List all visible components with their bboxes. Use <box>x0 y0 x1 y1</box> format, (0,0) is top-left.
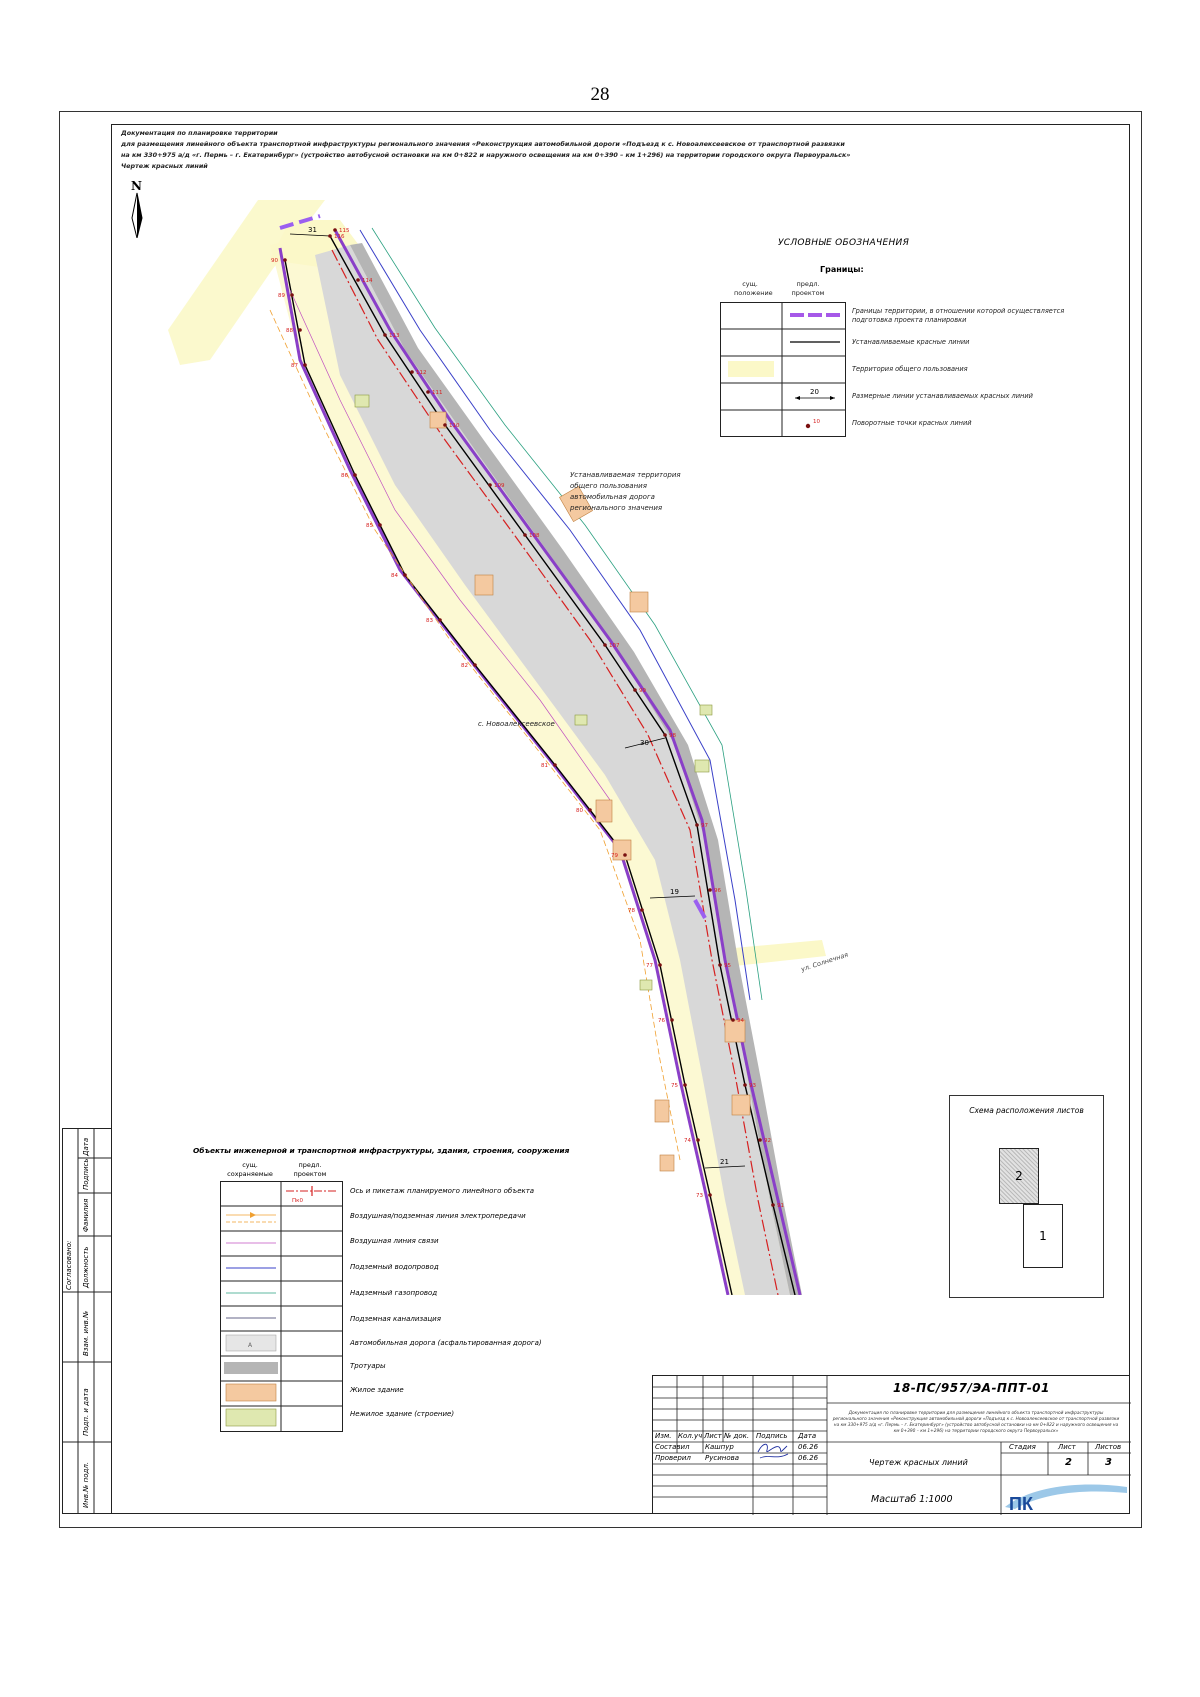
turning-point <box>356 278 360 282</box>
stamp-name-1: Кашпур <box>705 1443 734 1451</box>
logo-text: ПК <box>1009 1494 1033 1513</box>
turning-point-label: 112 <box>416 370 427 376</box>
header-line-2: для размещения линейного объекта транспортной инфраструктуры регионального значения «Реконструкция автомобильной дороги «Подъезд к с. Новоалексеевское от транспортной развязки <box>121 140 845 148</box>
dim-30: 30 <box>640 739 649 747</box>
stamp-description: Документация по планировке территории для размещения линейного объекта транспортной инфраструктуры регионального значения «Реконструкция автомобильной дороги «Подъезд к с. Новоалексеевское от транспортной развязки на км 330+975 а/д «г. Пермь – г. Екатеринбург» (устройство автобусной остановки на км 0+822 и наружного освещения на км 0+390 – км 1+296) на территории городского округа Первоуральск» <box>832 1411 1120 1434</box>
turning-point <box>731 1018 735 1022</box>
turning-point <box>718 963 722 967</box>
turning-point <box>588 808 592 812</box>
turning-point-label: 94 <box>737 1018 744 1024</box>
header-line-1: Документация по планировке территории <box>121 129 278 137</box>
sidebar-label-signature: Подпись <box>82 1158 90 1190</box>
left-sidebar <box>62 1128 112 1514</box>
turning-point <box>743 1083 747 1087</box>
dim-21: 21 <box>720 1158 729 1166</box>
stamp-col-doc: № док. <box>724 1432 750 1440</box>
stamp-date-2: 06.26 <box>798 1454 819 1462</box>
turning-point-label: 93 <box>749 1083 756 1089</box>
legend-title: УСЛОВНЫЕ ОБОЗНАЧЕНИЯ <box>778 238 910 248</box>
stamp-sheet-label: Лист <box>1058 1443 1076 1451</box>
bl-row-10: Нежилое здание (строение) <box>350 1410 455 1418</box>
stamp-code: 18-ПС/957/ЭА-ППТ-01 <box>893 1381 1050 1395</box>
bl-row-6: Подземная канализация <box>350 1315 441 1323</box>
stamp-name-2: Русинова <box>705 1454 740 1462</box>
street-label: ул. Солнечная <box>799 950 850 974</box>
bl-row-9: Жилое здание <box>350 1386 404 1394</box>
page-number: 28 <box>590 84 610 105</box>
scheme-title: Схема расположения листов <box>969 1106 1084 1115</box>
legend-row-5: Поворотные точки красных линий <box>852 419 972 427</box>
territory-callout <box>570 470 681 514</box>
turning-point-label: 78 <box>628 908 635 914</box>
sidebar-agreed: Согласовано: <box>65 1240 73 1290</box>
scheme-sheet-1: 1 <box>1023 1204 1063 1268</box>
turning-point-label: 109 <box>494 483 505 489</box>
turning-point-label: 96 <box>714 888 721 894</box>
turning-point-label: 107 <box>609 643 620 649</box>
turning-point <box>426 390 430 394</box>
turning-point-label: 82 <box>461 663 468 669</box>
sidebar-inv: Взам. инв.№ <box>82 1310 90 1356</box>
turning-point-label: 110 <box>449 423 460 429</box>
turning-point <box>333 228 337 232</box>
company-logo <box>1003 1479 1129 1513</box>
bl-row-5: Надземный газопровод <box>350 1289 438 1297</box>
bl-row-7: Автомобильная дорога (асфальтированная дорога) <box>350 1339 542 1347</box>
legend-point-value: 10 <box>813 419 820 425</box>
turning-point <box>403 573 407 577</box>
north-arrow <box>126 178 148 242</box>
turning-point <box>658 963 662 967</box>
bl-pk-label: Пк0 <box>292 1198 303 1204</box>
turning-point-label: 108 <box>529 533 540 539</box>
turning-point <box>640 908 644 912</box>
sidebar-inv-orig: Инв.№ подл. <box>82 1461 90 1508</box>
scheme-sheet-2: 2 <box>999 1148 1039 1204</box>
turning-point-label: 77 <box>646 963 653 969</box>
turning-point <box>553 763 557 767</box>
dim-19: 19 <box>670 888 679 896</box>
turning-point-label: 75 <box>671 1083 678 1089</box>
bl-col-existing: сущ. сохраняемые <box>227 1161 273 1178</box>
turning-point <box>473 663 477 667</box>
stamp-col-izm: Изм. <box>655 1432 672 1440</box>
turning-point <box>708 888 712 892</box>
stamp-sheets-label: Листов <box>1095 1443 1122 1451</box>
header-line-4: Чертеж красных линий <box>121 162 208 170</box>
title-block <box>652 1375 1130 1514</box>
turning-point-label: 89 <box>278 293 285 299</box>
turning-point <box>708 1193 712 1197</box>
turning-point <box>758 1138 762 1142</box>
turning-point-label: 79 <box>611 853 618 859</box>
legend-col-existing: сущ. положение <box>734 280 773 297</box>
turning-point <box>603 643 607 647</box>
turning-point-label: 91 <box>777 1203 784 1209</box>
bl-row-1: Ось и пикетаж планируемого линейного объекта <box>350 1187 535 1195</box>
legend-row-4: Размерные линии устанавливаемых красных линий <box>852 392 1033 400</box>
turning-point <box>383 333 387 337</box>
stamp-role-2: Проверил <box>655 1454 691 1462</box>
turning-point <box>663 733 667 737</box>
sidebar-label-name: Фамилия <box>82 1198 90 1232</box>
turning-point <box>771 1203 775 1207</box>
stamp-scale: Масштаб 1:1000 <box>871 1494 953 1505</box>
dim-31: 31 <box>308 226 317 234</box>
turning-point <box>695 823 699 827</box>
turning-point-label: 90 <box>271 258 278 264</box>
turning-point-label: 87 <box>291 363 298 369</box>
stamp-col-date: Дата <box>798 1432 817 1440</box>
sheet-layout-scheme <box>949 1095 1104 1298</box>
header-line-3: на км 330+975 а/д «г. Пермь – г. Екатеринбург» (устройство автобусной остановки на км 0+822 и наружного освещения на км 0+390 – км 1+296) на территории городского округа Первоуральск» <box>121 151 851 159</box>
stamp-col-list: Лист <box>704 1432 722 1440</box>
turning-point <box>298 328 302 332</box>
stamp-col-kolvo: Кол.уч <box>678 1432 703 1440</box>
turning-point <box>633 688 637 692</box>
callout-line-3: автомобильная дорога <box>570 493 655 501</box>
document-header <box>121 128 881 172</box>
turning-point-label: 113 <box>389 333 400 339</box>
stamp-role-1: Составил <box>655 1443 690 1451</box>
turning-point-label: 88 <box>286 328 293 334</box>
turning-point-label: 86 <box>341 473 348 479</box>
turning-point <box>683 1083 687 1087</box>
sidebar-sign-date: Подп. и дата <box>82 1388 90 1436</box>
bl-row-3: Воздушная линия связи <box>350 1237 439 1245</box>
stamp-drawing-name: Чертеж красных линий <box>869 1458 968 1467</box>
turning-point-label: 74 <box>684 1138 691 1144</box>
turning-point <box>290 293 294 297</box>
stamp-col-signature: Подпись <box>756 1432 788 1440</box>
turning-point <box>523 533 527 537</box>
sidebar-label-date: Дата <box>82 1137 90 1156</box>
callout-line-4: регионального значения <box>570 504 663 512</box>
callout-line-1: Устанавливаемая территория <box>570 471 681 479</box>
turning-point <box>438 618 442 622</box>
turning-point <box>378 523 382 527</box>
infrastructure-legend-title: Объекты инженерной и транспортной инфраструктуры, здания, строения, сооружения <box>193 1146 570 1155</box>
turning-point <box>410 370 414 374</box>
bl-row-4: Подземный водопровод <box>350 1263 439 1271</box>
legend-dim-value: 20 <box>810 388 819 396</box>
turning-point-label: 98 <box>669 733 676 739</box>
callout-line-2: общего пользования <box>570 482 647 490</box>
legend-row-1: Границы территории, в отношении которой осуществляется подготовка проекта планировки <box>852 307 1065 324</box>
turning-point <box>488 483 492 487</box>
turning-point-label: 84 <box>391 573 398 579</box>
turning-point-label: 95 <box>724 963 731 969</box>
stamp-sheets-value: 3 <box>1105 1457 1112 1468</box>
legend-subtitle: Границы: <box>820 265 864 274</box>
stamp-stage-label: Стадия <box>1009 1443 1036 1451</box>
bl-col-proposed: предл. проектом <box>293 1161 327 1178</box>
signature-1 <box>755 1438 791 1462</box>
turning-point <box>443 423 447 427</box>
turning-point-label: 99 <box>639 688 646 694</box>
turning-point-label: 83 <box>426 618 433 624</box>
legend-row-3: Территория общего пользования <box>852 365 968 373</box>
turning-point <box>328 234 332 238</box>
turning-point-label: 81 <box>541 763 548 769</box>
turning-point-label: 116 <box>334 234 345 240</box>
legend-grid <box>720 302 846 437</box>
bl-road-symbol: А <box>248 1342 253 1349</box>
stamp-sheet-value: 2 <box>1065 1457 1072 1468</box>
turning-point-label: 76 <box>658 1018 665 1024</box>
turning-point-label: 111 <box>432 390 443 396</box>
sidebar-label-position: Должность <box>82 1246 90 1288</box>
turning-point-label: 80 <box>576 808 583 814</box>
stamp-date-1: 06.26 <box>798 1443 819 1451</box>
turning-point <box>696 1138 700 1142</box>
turning-point <box>623 853 627 857</box>
turning-point <box>353 473 357 477</box>
turning-point-label: 114 <box>362 278 373 284</box>
legend-col-proposed: предл. проектом <box>791 280 825 297</box>
north-label: N <box>131 179 142 193</box>
road-asphalt <box>315 245 790 1295</box>
turning-point <box>283 258 287 262</box>
turning-point <box>303 363 307 367</box>
turning-point-label: 85 <box>366 523 373 529</box>
village-label: с. Новоалексеевское <box>478 720 555 728</box>
bl-grid <box>220 1181 343 1432</box>
turning-point-label: 92 <box>764 1138 771 1144</box>
legend-row-2: Устанавливаемые красные линии <box>852 338 970 346</box>
turning-point-label: 73 <box>696 1193 703 1199</box>
bl-row-2: Воздушная/подземная линия электропередачи <box>350 1212 526 1220</box>
turning-point <box>670 1018 674 1022</box>
turning-point-label: 97 <box>701 823 708 829</box>
turning-point-label: 115 <box>339 228 350 234</box>
bl-row-8: Тротуары <box>350 1362 386 1370</box>
